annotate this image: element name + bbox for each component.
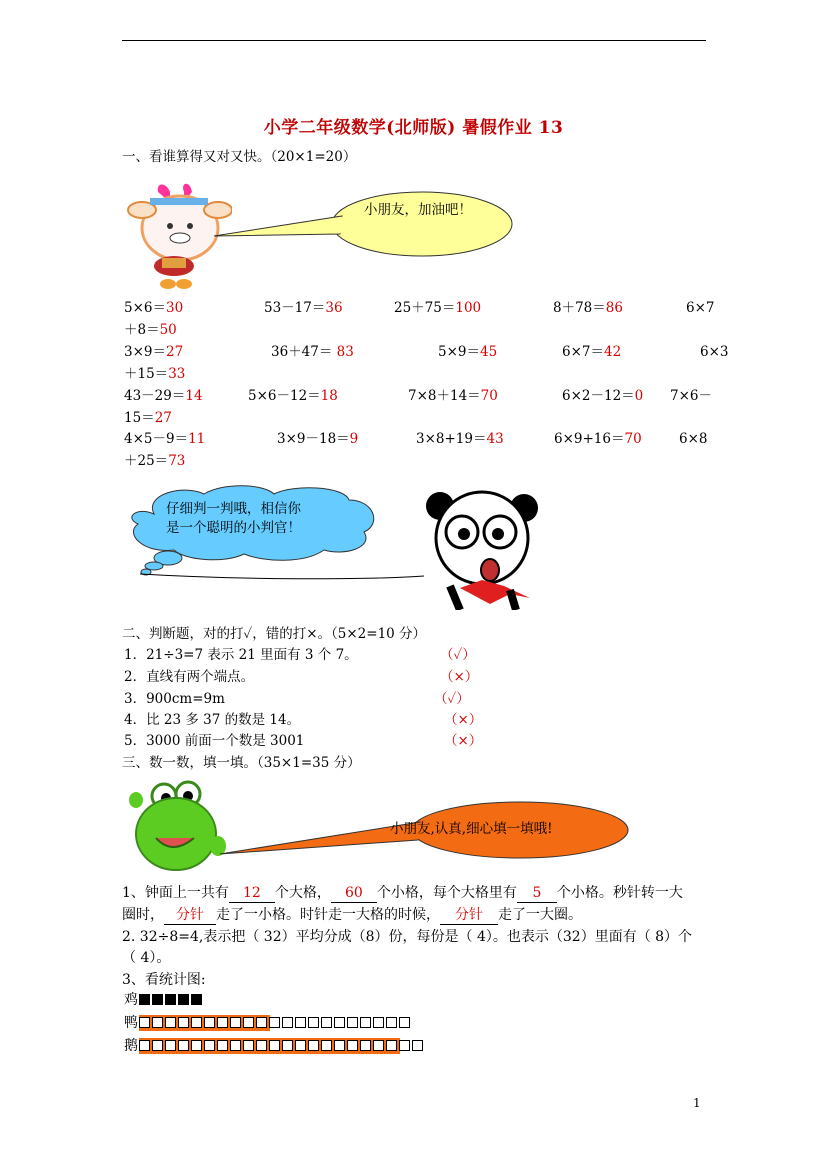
- q1-blank-3: 5: [517, 884, 557, 903]
- tally-row: [124, 1037, 425, 1055]
- tally-empty-square: [165, 1040, 176, 1051]
- question-2-line1: 2. 32÷8=4,表示把（ 32）平均分成（8）份，每份是（ 4）。也表示（32）里面有（ 8）个: [122, 929, 693, 945]
- arithmetic-item: [416, 430, 504, 448]
- arithmetic-item: [554, 430, 642, 448]
- question-2-line2: （ 4）。: [122, 950, 171, 966]
- tally-empty-square: [321, 1017, 332, 1028]
- arithmetic-question: 7×6－: [670, 388, 712, 404]
- arithmetic-answer: 30: [166, 300, 184, 316]
- arithmetic-item: [248, 387, 338, 405]
- arithmetic-item: [271, 343, 354, 361]
- arithmetic-answer: 14: [185, 388, 203, 404]
- tally-empty-square: [347, 1017, 358, 1028]
- tally-empty-square: [282, 1040, 293, 1051]
- tally-empty-square: [308, 1040, 319, 1051]
- tally-empty-square: [269, 1017, 280, 1028]
- arithmetic-answer: 9: [349, 431, 359, 447]
- q1-text: 走了一大圈。: [498, 907, 582, 923]
- tally-row: [124, 991, 204, 1009]
- arithmetic-item: [553, 299, 623, 317]
- arithmetic-item: [264, 299, 343, 317]
- arithmetic-question: 6×8: [679, 431, 708, 447]
- tally-empty-square: [204, 1040, 215, 1051]
- arithmetic-question: 3×9－18＝: [277, 431, 350, 447]
- arithmetic-answer: 43: [486, 431, 504, 447]
- arithmetic-answer: 83: [336, 344, 354, 360]
- arithmetic-answer: 36: [325, 300, 343, 316]
- arithmetic-item: [124, 387, 203, 405]
- arithmetic-question: 3×9＝: [124, 344, 166, 360]
- tally-empty-square: [217, 1040, 228, 1051]
- arithmetic-answer: 0: [634, 388, 644, 404]
- arithmetic-answer: 27: [166, 344, 184, 360]
- section1-heading: 一、看谁算得又对又快。（20×1=20）: [122, 149, 357, 165]
- q1-blank-5: 分针: [440, 906, 498, 925]
- tally-empty-square: [295, 1017, 306, 1028]
- tally-row-label: 鹅: [124, 1038, 138, 1054]
- arithmetic-question: 25＋75＝: [394, 300, 456, 316]
- arithmetic-question: 53－17＝: [264, 300, 326, 316]
- arithmetic-item: [124, 299, 183, 317]
- tally-empty-square: [321, 1040, 332, 1051]
- tally-row-label: 鸡: [124, 992, 138, 1008]
- arithmetic-answer: 50: [159, 322, 177, 338]
- tally-empty-square: [217, 1017, 228, 1028]
- tally-empty-square: [412, 1040, 423, 1051]
- arithmetic-item: [124, 452, 185, 470]
- tally-empty-square: [386, 1040, 397, 1051]
- arithmetic-answer: 70: [624, 431, 642, 447]
- q1-text: 1、钟面上一共有: [122, 885, 229, 901]
- arithmetic-question: 6×3: [700, 344, 729, 360]
- arithmetic-item: [124, 409, 172, 427]
- section2-heading: 二、判断题，对的打✓，错的打×。（5×2=10 分）: [122, 626, 427, 642]
- tally-empty-square: [230, 1017, 241, 1028]
- tally-empty-square: [373, 1040, 384, 1051]
- tally-empty-square: [334, 1017, 345, 1028]
- tally-filled-square: [152, 994, 163, 1005]
- tally-empty-square: [308, 1017, 319, 1028]
- tally-empty-square: [360, 1017, 371, 1028]
- page-title: 小学二年级数学(北师版) 暑假作业 13: [263, 118, 564, 138]
- arithmetic-question: 5×6＝: [124, 300, 166, 316]
- q1-blank-4: 分针: [164, 906, 216, 925]
- cloud-text-line1: 仔细判一判哦，相信你: [166, 501, 301, 517]
- arithmetic-question: 3×8+19＝: [416, 431, 487, 447]
- tally-row-label: 鸭: [124, 1015, 138, 1031]
- panda-image: [420, 486, 546, 610]
- arithmetic-answer: 33: [168, 366, 186, 382]
- arithmetic-item: [670, 387, 712, 405]
- arithmetic-answer: 100: [455, 300, 482, 316]
- arithmetic-question: 4×5－9＝: [124, 431, 189, 447]
- tally-empty-square: [373, 1017, 384, 1028]
- arithmetic-item: [408, 387, 498, 405]
- arithmetic-item: [679, 430, 708, 448]
- arithmetic-answer: 18: [320, 388, 338, 404]
- tally-empty-square: [386, 1017, 397, 1028]
- arithmetic-question: ＋25＝: [124, 453, 169, 469]
- tally-empty-square: [282, 1017, 293, 1028]
- arithmetic-item: [438, 343, 497, 361]
- judgement-statement: 4．比 23 多 37 的数是 14。: [124, 712, 301, 728]
- tally-empty-square: [191, 1040, 202, 1051]
- tally-empty-square: [152, 1017, 163, 1028]
- speech-bubble-1: [212, 186, 516, 262]
- tally-empty-square: [165, 1017, 176, 1028]
- question-3-label: 3、看统计图:: [122, 972, 206, 988]
- q1-text: 个大格，: [274, 885, 331, 901]
- arithmetic-question: 6×2－12＝: [562, 388, 635, 404]
- arithmetic-item: [686, 299, 715, 317]
- arithmetic-item: [394, 299, 481, 317]
- tally-empty-square: [347, 1040, 358, 1051]
- arithmetic-answer: 11: [188, 431, 206, 447]
- arithmetic-question: 6×7＝: [562, 344, 604, 360]
- arithmetic-question: 8＋78＝: [553, 300, 606, 316]
- arithmetic-question: 5×6－12＝: [248, 388, 321, 404]
- tally-empty-square: [139, 1017, 150, 1028]
- arithmetic-question: 6×9+16＝: [554, 431, 625, 447]
- arithmetic-question: 15＝: [124, 410, 155, 426]
- arithmetic-answer: 42: [604, 344, 622, 360]
- frog-mascot-image: [128, 776, 228, 876]
- judgement-statement: 2．直线有两个端点。: [124, 669, 255, 685]
- section3-heading: 三、数一数，填一填。（35×1=35 分）: [122, 755, 361, 771]
- arithmetic-item: [277, 430, 358, 448]
- arithmetic-question: 43－29＝: [124, 388, 186, 404]
- arithmetic-answer: 86: [605, 300, 623, 316]
- tally-empty-square: [256, 1017, 267, 1028]
- arithmetic-item: [562, 343, 621, 361]
- tally-empty-square: [178, 1017, 189, 1028]
- arithmetic-question: ＋8＝: [124, 322, 160, 338]
- arithmetic-question: 5×9＝: [438, 344, 480, 360]
- tally-empty-square: [243, 1040, 254, 1051]
- tally-empty-square: [295, 1040, 306, 1051]
- tally-filled-square: [165, 994, 176, 1005]
- tally-empty-square: [256, 1040, 267, 1051]
- cloud-text-line2: 是一个聪明的小判官！: [166, 520, 301, 536]
- tally-empty-square: [360, 1040, 371, 1051]
- bubble-2-text: 小朋友,认真,细心填一填哦!: [390, 821, 553, 837]
- tally-empty-square: [334, 1040, 345, 1051]
- tally-filled-square: [139, 994, 150, 1005]
- tally-empty-square: [399, 1040, 410, 1051]
- tally-empty-square: [243, 1017, 254, 1028]
- judgement-mark: （✓）: [434, 691, 470, 707]
- arithmetic-question: ＋15＝: [124, 366, 169, 382]
- q1-text: 个小格，每个大格里有: [376, 885, 517, 901]
- question-1-line1: [122, 884, 683, 903]
- tally-empty-square: [269, 1040, 280, 1051]
- judgement-statement: 1．21÷3=7 表示 21 里面有 3 个 7。: [124, 647, 358, 663]
- arithmetic-question: 7×8＋14＝: [408, 388, 481, 404]
- q1-blank-1: 12: [229, 884, 275, 903]
- question-1-line2: [122, 906, 582, 925]
- tally-empty-square: [204, 1017, 215, 1028]
- arithmetic-answer: 45: [480, 344, 498, 360]
- tally-filled-square: [178, 994, 189, 1005]
- arithmetic-answer: 70: [480, 388, 498, 404]
- tally-empty-square: [191, 1017, 202, 1028]
- judgement-mark: （×）: [444, 712, 483, 728]
- arithmetic-item: [124, 321, 177, 339]
- judgement-statement: 3．900cm=9m: [124, 691, 225, 707]
- q1-text: 走了一小格。时针走一大格的时候，: [216, 907, 440, 923]
- arithmetic-question: 36＋47＝: [271, 344, 337, 360]
- tally-empty-square: [230, 1040, 241, 1051]
- tally-empty-square: [178, 1040, 189, 1051]
- q1-text: 圈时，: [122, 907, 164, 923]
- tally-empty-square: [399, 1017, 410, 1028]
- arithmetic-item: [700, 343, 729, 361]
- top-rule: [122, 40, 706, 41]
- tally-row: [124, 1014, 412, 1032]
- arithmetic-question: 6×7: [686, 300, 715, 316]
- judgement-mark: （×）: [444, 733, 483, 749]
- tally-empty-square: [139, 1040, 150, 1051]
- q1-blank-2: 60: [331, 884, 377, 903]
- page-number: 1: [693, 1096, 701, 1110]
- arithmetic-item: [124, 365, 185, 383]
- arithmetic-answer: 73: [168, 453, 186, 469]
- tally-empty-square: [152, 1040, 163, 1051]
- bubble-1-text: 小朋友，加油吧！: [364, 202, 472, 218]
- arithmetic-item: [124, 343, 183, 361]
- judgement-statement: 5．3000 前面一个数是 3001: [124, 733, 305, 749]
- judgement-mark: （✓）: [440, 647, 476, 663]
- arithmetic-item: [124, 430, 205, 448]
- arithmetic-answer: 27: [154, 410, 172, 426]
- judgement-mark: （×）: [440, 669, 479, 685]
- q1-text: 个小格。秒针转一大: [556, 885, 683, 901]
- arithmetic-item: [562, 387, 643, 405]
- tally-filled-square: [191, 994, 202, 1005]
